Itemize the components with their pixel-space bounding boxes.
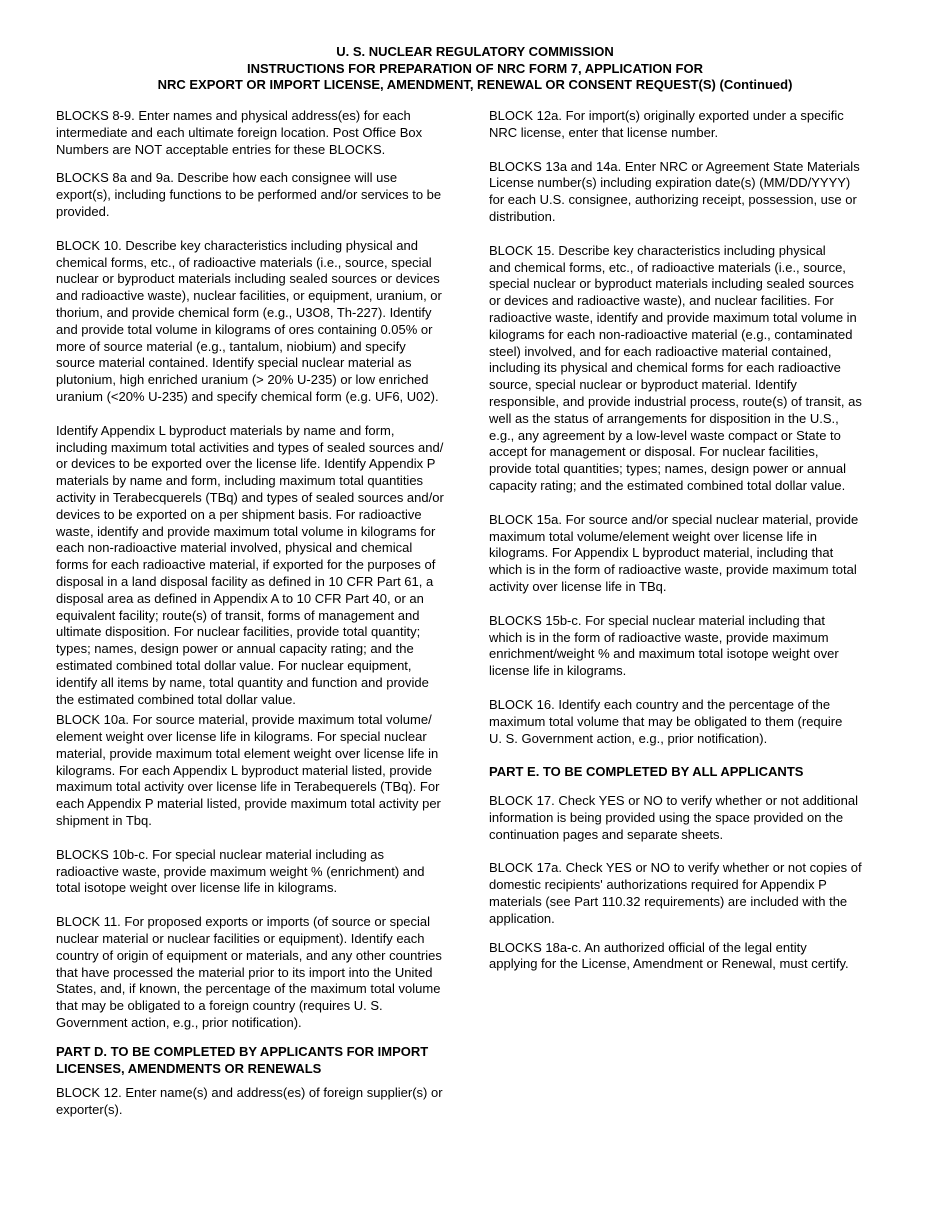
block-10-paragraph: BLOCK 10. Describe key characteristics including physical and chemical forms, etc., of radioactive materials (i.e., source, special nuclear or byproduct materials including sealed sources or devices and radioactive waste), nuclear facilities, or equipment, uranium, or thorium, and provide chemical form (e.g., U3O8, Th-227). Identify and provide total volume in kilograms of ores containing 0.05% or more of source material (e.g., tantalum, niobium) and specify source material contained. Identify special nuclear material as plutonium, high enriched uranium (> 20% U-235) or low enriched uranium (<20% U-235) and specify chemical form (e.g. UF6, U02). — [56, 237, 442, 404]
block-11-paragraph: BLOCK 11. For proposed exports or imports (of source or special nuclear material or nuclear facilities or equipment). Identify each country of origin of equipment or materials, and any other countries that have processed the material prior to its import into the United States, and, if known, the percentage of the maximum total volume that may be obligated to a foreign country (requires U. S. Government action, e.g., prior notification). — [56, 914, 442, 1031]
blocks-13a-14a-paragraph: BLOCKS 13a and 14a. Enter NRC or Agreement State Materials License number(s) including expiration date(s) (MM/DD/YYYY) for each U.S. consignee, authorizing receipt, possession, use or distribution. — [489, 158, 860, 224]
blocks-8-9-paragraph: BLOCKS 8-9. Enter names and physical address(es) for each intermediate and each ultimate foreign location. Post Office Box Numbers are NOT acceptable entries for these BLOCKS. — [56, 108, 423, 157]
block-15-paragraph: BLOCK 15. Describe key characteristics including physical and chemical forms, etc., of radioactive materials (i.e., source, special nuclear or byproduct materials including sealed sources or devices and radioactive waste), and nuclear facilities. For radioactive waste, identify and provide maximum total volume in kilograms for each non-radioactive material (e.g., contaminated steel) involved, and for each radioactive material contained, including its physical and chemical forms for each radioactive source, special nuclear or byproduct material. Identify responsible, and provide industrial process, route(s) of transit, as well as the status of arrangements for disposition in the U.S., e.g., any agreement by a low-level waste compact or State to accept for management or disposal. For nuclear facilities, provide total quantities; types; names, design power or annual capacity rating; and the estimated combined total dollar value. — [489, 242, 862, 493]
block-10a-paragraph: BLOCK 10a. For source material, provide maximum total volume/ element weight over license life in kilograms. For special nuclear material, provide maximum total element weight over license life in kilograms. For each Appendix L byproduct material listed, provide maximum total activity over license life in Terabequerels (TBq). For each Appendix P material listed, provide maximum total activity per shipment in Tbq. — [56, 712, 441, 829]
part-d-heading: PART D. TO BE COMPLETED BY APPLICANTS FOR IMPORT LICENSES, AMENDMENTS OR RENEWALS — [56, 1043, 429, 1076]
block-12-paragraph: BLOCK 12. Enter name(s) and address(es) of foreign supplier(s) or exporter(s). — [56, 1085, 443, 1118]
blocks-18a-c-paragraph: BLOCKS 18a-c. An authorized official of the legal entity applying for the License, Amendment or Renewal, must certify. — [489, 939, 849, 972]
block-12a-paragraph: BLOCK 12a. For import(s) originally exported under a specific NRC license, enter that license number. — [489, 108, 844, 140]
right-column — [489, 108, 893, 985]
block-10-continued-paragraph: Identify Appendix L byproduct materials by name and form, including maximum total activities and types of sealed sources and/ or devices to be exported over the license life. Identify Appendix P materials by name and form, including maximum total quantities activity in Terabecquerels (TBq) and types of sealed sources and/or devices to be exported on a per shipment basis. For radioactive waste, identify and provide maximum total volume in kilograms for each non-radioactive material involved, physical and chemical forms for each radioactive material, if exported for the purposes of disposal in a land disposal facility as defined in 10 CFR Part 61, a disposal area as defined in Appendix A to 10 CFR Part 40, or an equivalent facility; route(s) of transit, forms of management and ultimate disposition. For nuclear facilities, provide total quantity; types; names, design power or annual capacity rating; and the estimated combined total dollar value. For nuclear equipment, identify all items by name, total quantity and function and provide the estimated combined total dollar value. — [56, 422, 444, 707]
blocks-8a-9a-paragraph: BLOCKS 8a and 9a. Describe how each consignee will use export(s), including functions to be performed and/or services to be provided. — [56, 170, 442, 219]
document-header — [0, 44, 950, 94]
blocks-10b-c-paragraph: BLOCKS 10b-c. For special nuclear material including as radioactive waste, provide maximum weight % (enrichment) and total isotope weight over license life in kilograms. — [56, 846, 425, 896]
block-15a-paragraph: BLOCK 15a. For source and/or special nuclear material, provide maximum total volume/element weight over license life in kilograms. For Appendix L byproduct material, including that which is in the form of radioactive waste, provide maximum total activity over license life in TBq. — [489, 511, 859, 594]
block-17a-paragraph: BLOCK 17a. Check YES or NO to verify whether or not copies of domestic recipients' authorizations required for Appendix P materials (see Part 110.32 requirements) are included with the application. — [489, 860, 862, 926]
block-16-paragraph: BLOCK 16. Identify each country and the percentage of the maximum total volume that may be obligated to them (require U. S. Government action, e.g., prior notification). — [489, 696, 843, 746]
header-instructions-title: INSTRUCTIONS FOR PREPARATION OF NRC FORM 7, APPLICATION FOR — [247, 60, 703, 76]
header-form-title: NRC EXPORT OR IMPORT LICENSE, AMENDMENT, RENEWAL OR CONSENT REQUEST(S) (Continued) — [157, 77, 793, 92]
header-agency: U. S. NUCLEAR REGULATORY COMMISSION — [336, 44, 614, 59]
blocks-15b-c-paragraph: BLOCKS 15b-c. For special nuclear material including that which is in the form of radioactive waste, provide maximum enrichment/weight % and maximum total isotope weight over license life in kilograms. — [489, 612, 839, 679]
part-e-heading: PART E. TO BE COMPLETED BY ALL APPLICANTS — [489, 764, 804, 780]
left-column — [56, 108, 476, 1131]
block-17-paragraph: BLOCK 17. Check YES or NO to verify whether or not additional information is being provided using the space provided on the continuation pages and separate sheets. — [489, 793, 858, 842]
